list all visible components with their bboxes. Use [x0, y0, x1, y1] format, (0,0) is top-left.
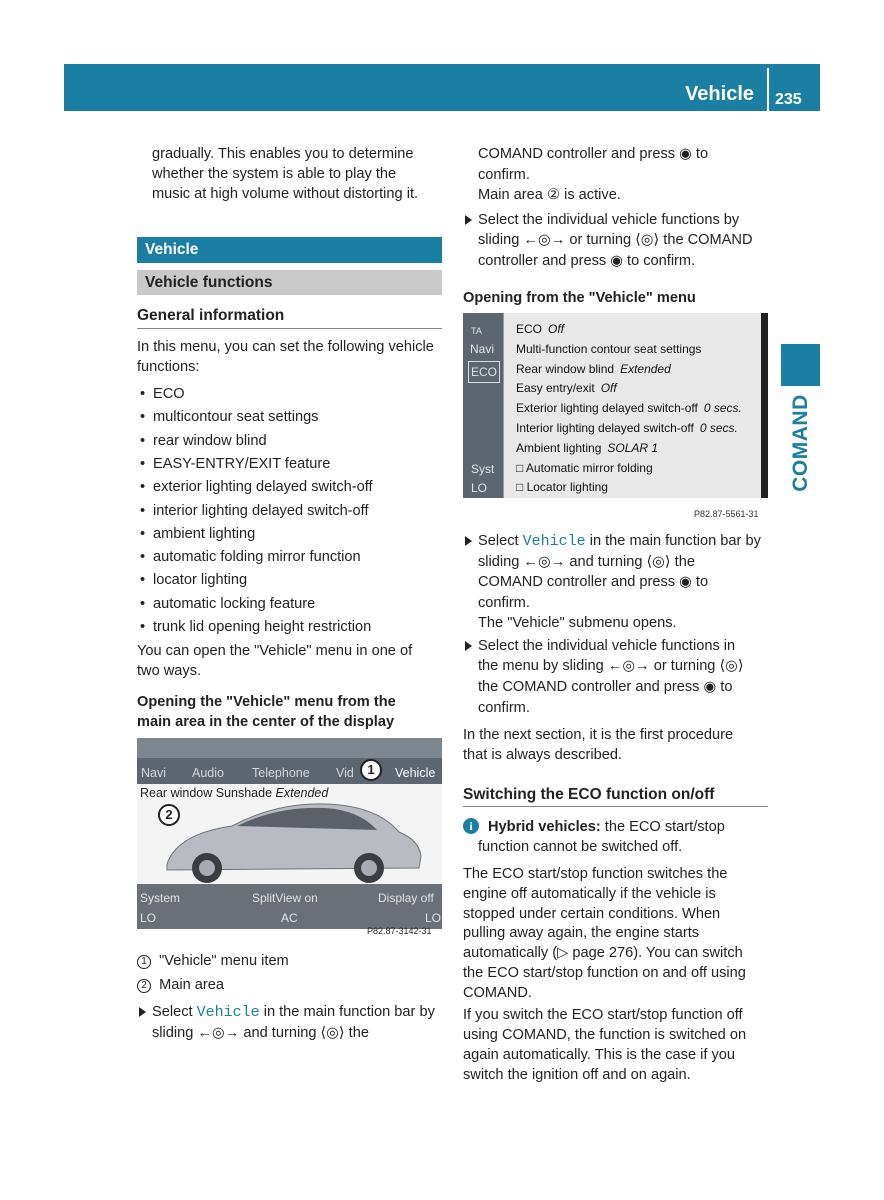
- comand-display-main: [137, 738, 442, 929]
- step-arrow-icon: [465, 641, 472, 651]
- page-header-title: Vehicle: [685, 83, 754, 105]
- eco-switch-off-line: again automatically. This is the case if you: [463, 1047, 736, 1063]
- bullet-dot: •: [140, 595, 146, 612]
- tab-audio: Audio: [192, 766, 224, 780]
- general-line-1: In this menu, you can set the following vehicle: [137, 339, 434, 355]
- step3-line-5: The "Vehicle" submenu opens.: [478, 615, 677, 631]
- figure-ref-1: P82.87-3142-31: [367, 926, 432, 936]
- bottom-system: System: [140, 891, 181, 905]
- next-section-line-2: that is always described.: [463, 747, 622, 763]
- heading-general-info: General information: [137, 307, 285, 324]
- step2-line-2: sliding ←◎→ or turning ⟨◎⟩ the COMAND: [478, 232, 753, 248]
- header-separator: [767, 68, 769, 111]
- bottom-splitview: SplitView on: [252, 891, 318, 905]
- feature-bullet-item: exterior lighting delayed switch-off: [153, 479, 373, 496]
- heading-center-display-2: main area in the center of the display: [137, 714, 395, 730]
- heading-rule: [463, 806, 768, 807]
- feature-bullet-item: automatic locking feature: [153, 595, 316, 612]
- step4-line-2: the menu by sliding ←◎→ or turning ⟨◎⟩: [478, 658, 744, 674]
- step3-line-4: confirm.: [478, 595, 530, 611]
- bullet-dot: •: [140, 455, 146, 472]
- step-arrow-icon: [465, 215, 472, 225]
- step2-line-3: controller and press ◉ to confirm.: [478, 253, 696, 269]
- next-section-line-1: In the next section, it is the first procedure: [463, 727, 734, 743]
- vehicle-menu-item: □ Locator lighting: [516, 480, 608, 495]
- bullet-dot: •: [140, 619, 146, 635]
- info-hybrid-line-1: Hybrid vehicles: the ECO start/stop: [488, 819, 725, 835]
- vehicle-menu-item: □ Automatic mirror folding: [516, 460, 653, 475]
- tab-navi: Navi: [141, 766, 167, 780]
- bullet-dot: •: [140, 572, 146, 589]
- bullet-dot: •: [140, 502, 146, 519]
- bullet-dot: •: [140, 479, 146, 496]
- vehicle-menu-item: Ambient lighting SOLAR 1: [516, 440, 659, 455]
- strip-lo: LO: [471, 481, 488, 495]
- display-left-strip: [463, 313, 503, 498]
- figure-ref-2: P82.87-5561-31: [694, 509, 759, 519]
- strip-eco: ECO: [468, 361, 500, 383]
- climate-lo-right: LO: [425, 911, 442, 925]
- bottom-display-off: Display off: [378, 891, 434, 905]
- step-arrow-icon: [465, 536, 472, 546]
- continue-line-2: confirm.: [478, 167, 530, 183]
- heading-eco-switch: Switching the ECO function on/off: [463, 786, 715, 803]
- feature-bullet-item: interior lighting delayed switch-off: [153, 502, 369, 519]
- bullet-dot: •: [140, 549, 146, 566]
- step4-line-1: Select the individual vehicle functions in: [478, 638, 736, 654]
- eco-description-line: The ECO start/stop function switches the: [463, 866, 728, 882]
- main-area-setting: Rear window Sunshade Extended: [140, 786, 329, 800]
- continue-line-1: COMAND controller and press ◉ to: [478, 146, 709, 162]
- main-function-bar: [137, 758, 442, 784]
- page-number: 235: [775, 91, 802, 108]
- eco-switch-off-line: using COMAND, the function is switched on: [463, 1027, 747, 1043]
- open-ways-line-2: two ways.: [137, 663, 202, 679]
- eco-description-line: engine off automatically if the vehicle is: [463, 885, 716, 902]
- vehicle-submenu: [503, 313, 761, 498]
- step3-line-1: Select Vehicle in the main function bar by: [478, 533, 761, 550]
- heading-rule: [137, 328, 442, 329]
- eco-description-line: automatically (▷ page 276). You can switch: [463, 945, 743, 962]
- feature-bullet-item: locator lighting: [153, 572, 248, 589]
- bullet-dot: •: [140, 409, 146, 426]
- vehicle-menu-item: Interior lighting delayed switch-off 0 secs.: [516, 421, 738, 435]
- callout-2: 2: [158, 804, 180, 826]
- eco-switch-off-line: switch the ignition off and on again.: [463, 1067, 691, 1083]
- feature-bullet-item: EASY-ENTRY/EXIT feature: [153, 455, 331, 472]
- bullet-dot: •: [140, 432, 146, 449]
- legend-item-2: 2 Main area: [137, 975, 224, 995]
- step-select-vehicle-left: Select Vehicle in the main function bar by: [152, 1004, 435, 1021]
- heading-vehicle-menu: Opening from the "Vehicle" menu: [463, 290, 696, 306]
- continue-line-3: Main area ② is active.: [478, 187, 621, 203]
- intro-line-3: music at high volume without distorting it.: [152, 186, 419, 202]
- step4-line-3: the COMAND controller and press ◉ to: [478, 679, 733, 695]
- general-line-2: functions:: [137, 359, 200, 375]
- feature-bullet-item: ambient lighting: [153, 525, 256, 542]
- vehicle-menu-item: Easy entry/exit Off: [516, 381, 617, 396]
- legend-item-1: 1 "Vehicle" menu item: [137, 951, 289, 971]
- comand-display-vehicle-menu: [463, 313, 768, 498]
- vehicle-menu-item: Exterior lighting delayed switch-off 0 secs.: [516, 401, 742, 416]
- tab-vehicle: Vehicle: [395, 766, 436, 780]
- step-arrow-icon: [139, 1007, 146, 1017]
- feature-bullet-item: ECO: [153, 386, 185, 402]
- vehicle-menu-item: ECO Off: [516, 322, 565, 336]
- step3-line-2: sliding ←◎→ and turning ⟨◎⟩ the: [478, 554, 695, 570]
- feature-bullet-item: automatic folding mirror function: [153, 549, 361, 566]
- step2-line-1: Select the individual vehicle functions by: [478, 212, 740, 228]
- feature-bullet-item: rear window blind: [153, 432, 267, 449]
- display-top-strip: [137, 738, 442, 758]
- heading-center-display-1: Opening the "Vehicle" menu from the: [137, 694, 396, 710]
- climate-lo-left: LO: [140, 911, 157, 925]
- step3-line-3: COMAND controller and press ◉ to: [478, 574, 709, 590]
- tab-telephone: Telephone: [252, 766, 310, 780]
- display-bottom-bar: [137, 884, 442, 929]
- side-tab-marker: [781, 344, 820, 386]
- strip-ta: TA: [471, 326, 482, 336]
- side-tab-label: COMAND: [788, 394, 812, 492]
- section-functions-heading: Vehicle functions: [137, 270, 442, 295]
- climate-ac: AC: [281, 911, 298, 925]
- strip-navi: Navi: [470, 342, 495, 356]
- bullet-dot: •: [140, 386, 146, 402]
- vehicle-menu-item: Rear window blind Extended: [516, 361, 671, 376]
- feature-bullet-item: multicontour seat settings: [153, 409, 319, 426]
- eco-description-line: the ECO start/stop function on and off using: [463, 965, 746, 981]
- open-ways-line-1: You can open the "Vehicle" menu in one of: [137, 643, 413, 659]
- eco-description-line: stopped under certain conditions. When: [463, 905, 721, 922]
- step-select-vehicle-left-2: sliding ←◎→ and turning ⟨◎⟩ the: [152, 1025, 369, 1041]
- eco-switch-off-line: If you switch the ECO start/stop function off: [463, 1007, 743, 1023]
- strip-system: Syst: [471, 462, 495, 476]
- callout-1: 1: [360, 759, 382, 781]
- menu-scrollbar: [761, 313, 768, 498]
- info-icon: i: [463, 818, 479, 834]
- intro-line-1: gradually. This enables you to determine: [152, 146, 414, 162]
- vehicle-menu-item: Multi-function contour seat settings: [516, 341, 702, 356]
- feature-bullet-item: trunk lid opening height restriction: [153, 619, 372, 635]
- step4-line-4: confirm.: [478, 700, 530, 716]
- tab-video: Vid: [336, 766, 354, 780]
- bullet-dot: •: [140, 525, 146, 542]
- eco-description-line: pulling away again, the engine starts: [463, 925, 700, 942]
- info-hybrid-line-2: function cannot be switched off.: [478, 839, 683, 855]
- eco-description-line: COMAND.: [463, 984, 532, 1001]
- section-vehicle-heading: Vehicle: [137, 237, 442, 263]
- intro-line-2: whether the system is able to play the: [152, 166, 397, 182]
